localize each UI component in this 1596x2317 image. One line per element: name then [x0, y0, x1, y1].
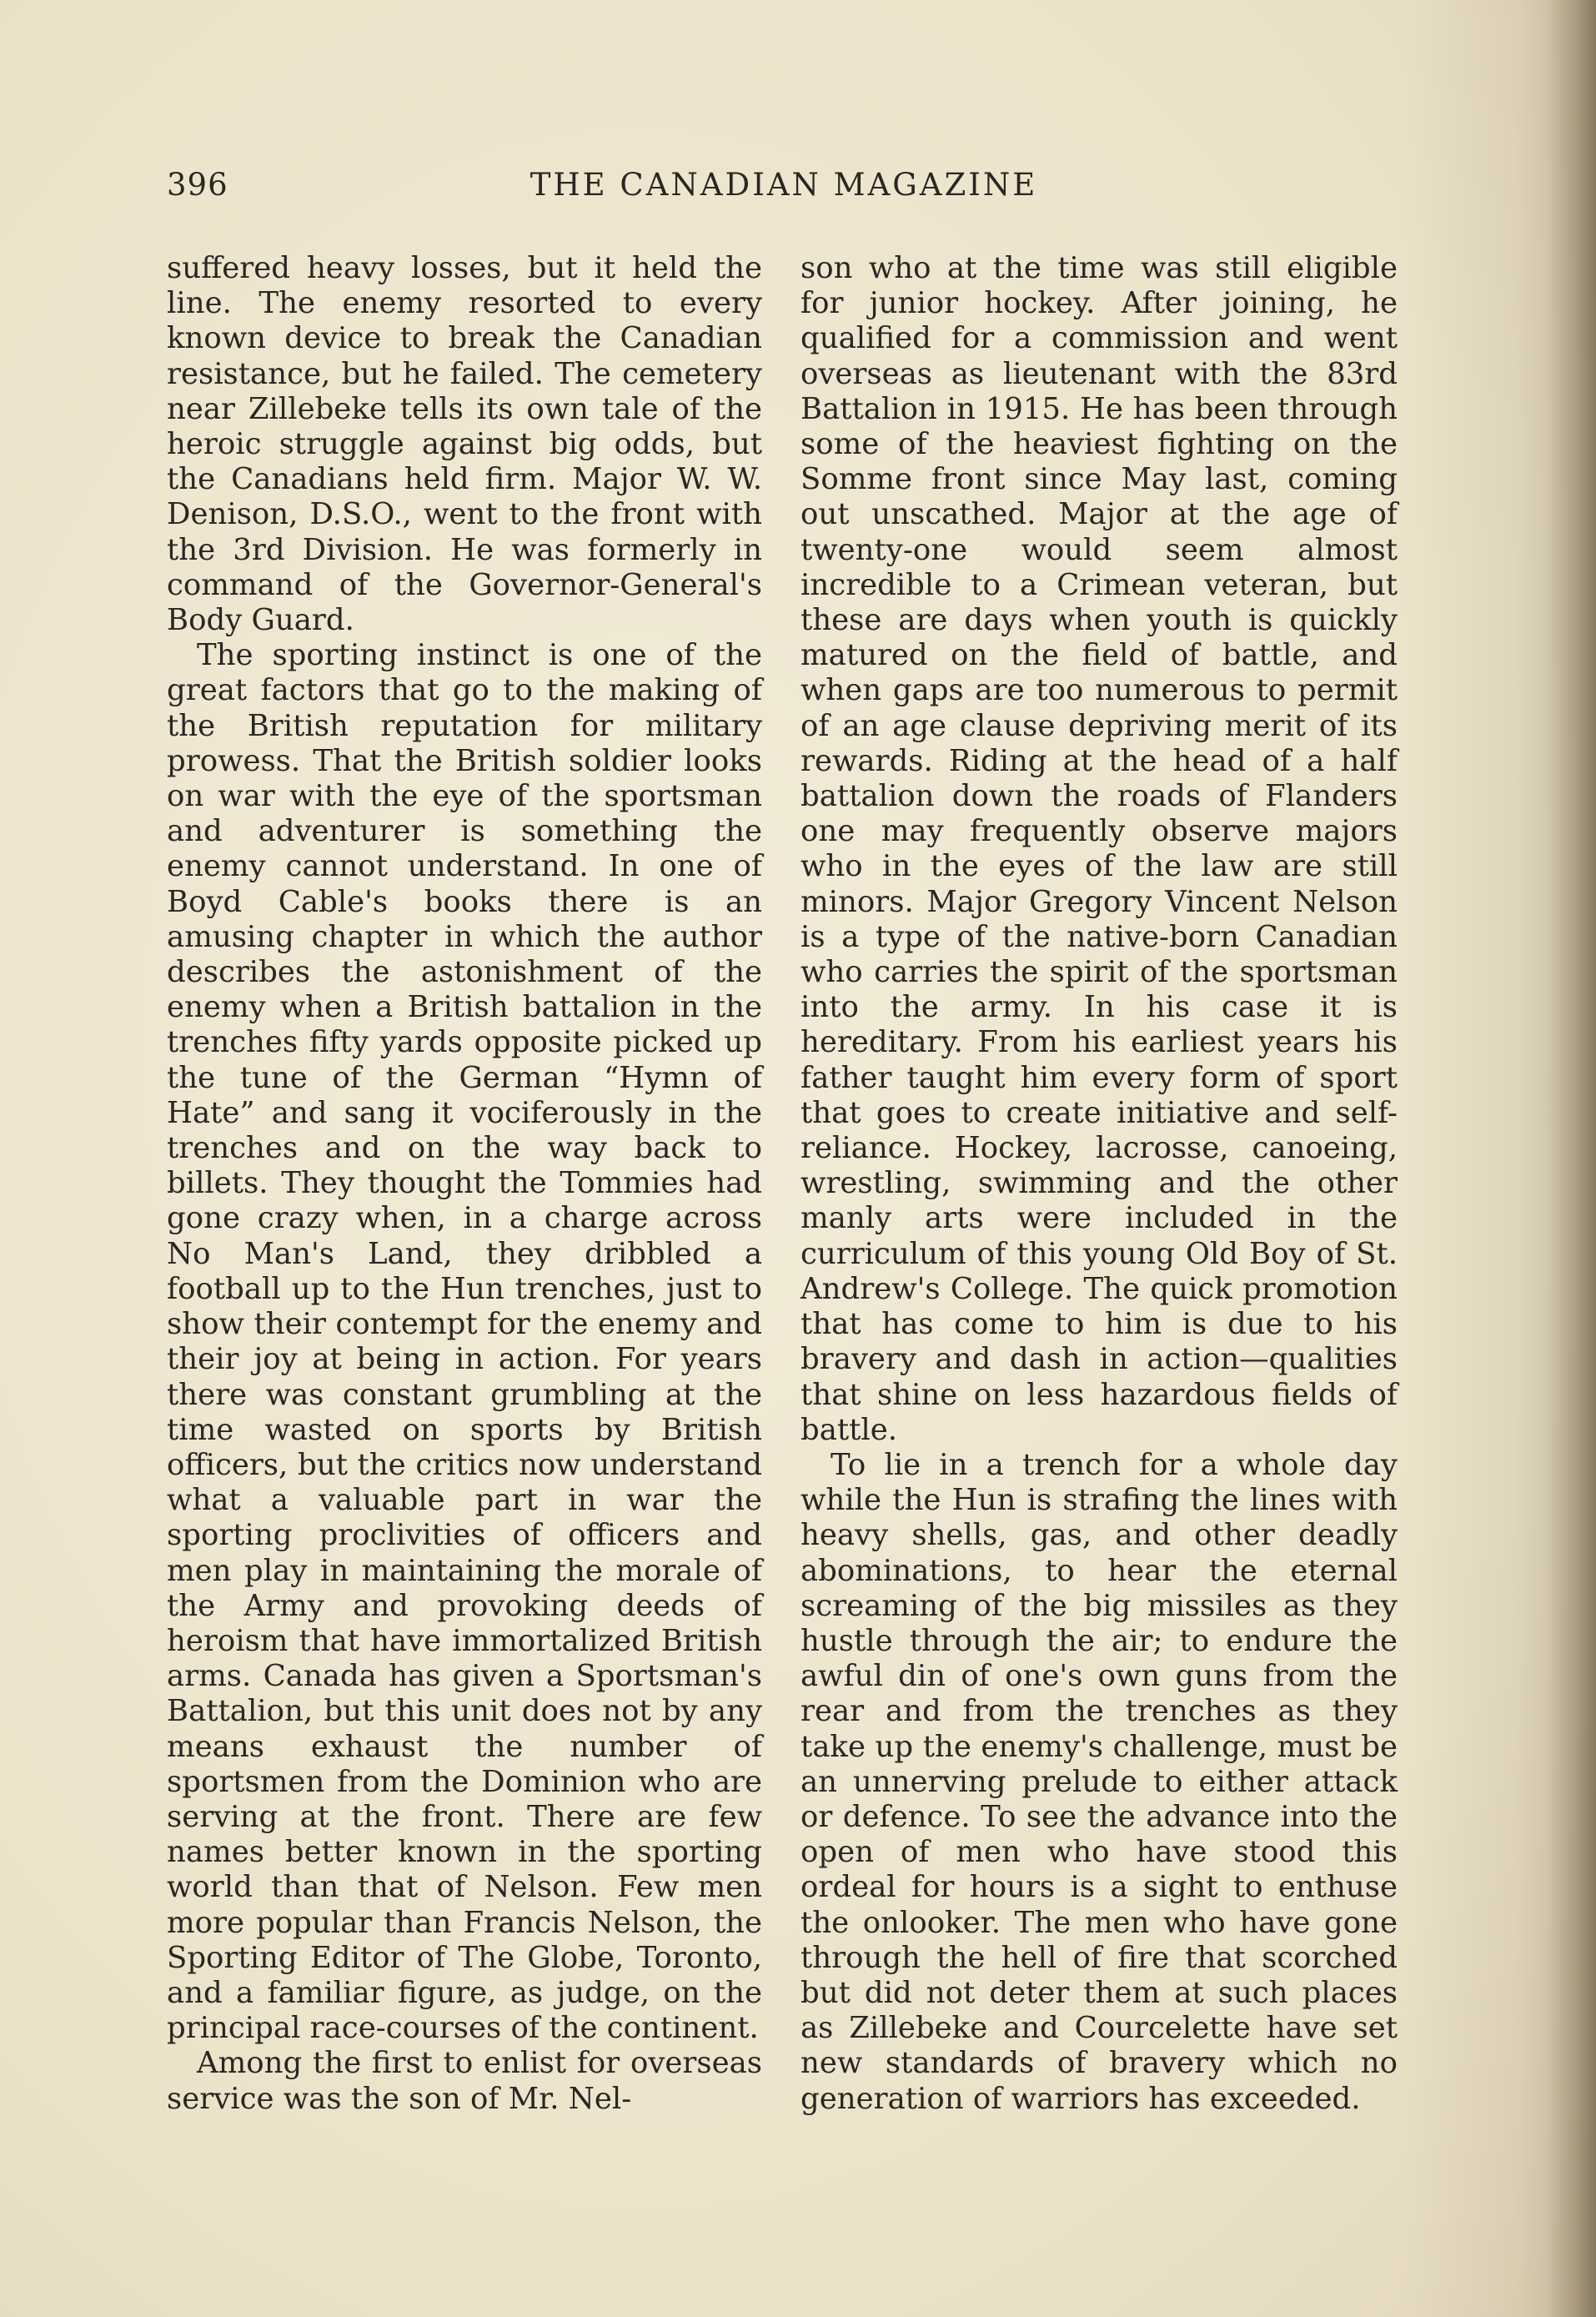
paragraph: Among the first to enlist for overseas service was the son of Mr. Nel- [167, 2046, 762, 2116]
left-column [167, 251, 762, 2117]
paragraph: The sporting instinct is one of the great factors that go to the making of the British reputation for military prowess. That the British soldier looks on war with the eye of the sportsman and adventurer is something the enemy cannot understand. In one of Boyd Cable's books there is an amusing chapter in which the author describes the astonishment of the enemy when a British battalion in the trenches fifty yards opposite picked up the tune of the German “Hymn of Hate” and sang it vociferously in the trenches and on the way back to billets. They thought the Tommies had gone crazy when, in a charge across No Man's Land, they dribbled a football up to the Hun trenches, just to show their contempt for the enemy and their joy at being in action. For years there was constant grumbling at the time wasted on sports by British officers, but the critics now understand what a valuable part in war the sporting proclivities of officers and men play in maintaining the morale of the Army and provoking deeds of heroism that have immortalized British arms. Canada has given a Sportsman's Battalion, but this unit does not by any means exhaust the number of sportsmen from the Dominion who are serving at the front. There are few names better known in the sporting world than that of Nelson. Few men more popular than Francis Nelson, the Sporting Editor of The Globe, Toronto, and a familiar figure, as judge, on the principal race-courses of the continent. [167, 638, 762, 2046]
page-edge-shadow [1546, 0, 1596, 2317]
paragraph: suffered heavy losses, but it held the line. The enemy resorted to every known device to break the Canadian resistance, but he failed. The cemetery near Zillebeke tells its own tale of the heroic struggle against big odds, but the Canadians held firm. Major W. W. Denison, D.S.O., went to the front with the 3rd Division. He was formerly in command of the Governor-General's Body Guard. [167, 251, 762, 638]
running-title: THE CANADIAN MAGAZINE [529, 167, 1038, 203]
paragraph: To lie in a trench for a whole day while the Hun is strafing the lines with heavy shells, gas, and other deadly abominations, to hear the eternal screaming of the big missiles as they hustle through the air; to endure the awful din of one's own guns from the rear and from the trenches as they take up the enemy's challenge, must be an unnerving prelude to either attack or defence. To see the advance into the open of men who have stood this ordeal for hours is a sight to enthuse the onlooker. The men who have gone through the hell of fire that scorched but did not deter them at such places as Zillebeke and Courcelette have set new standards of bravery which no generation of warriors has exceeded. [801, 1447, 1398, 2116]
paragraph: son who at the time was still eligible for junior hockey. After joining, he qualified for a commission and went overseas as lieutenant with the 83rd Battalion in 1915. He has been through some of the heaviest fighting on the Somme front since May last, coming out unscathed. Major at the age of twenty-one would seem almost incredible to a Crimean veteran, but these are days when youth is quickly matured on the field of battle, and when gaps are too numerous to permit of an age clause depriving merit of its rewards. Riding at the head of a half battalion down the roads of Flanders one may frequently observe majors who in the eyes of the law are still minors. Major Gregory Vincent Nelson is a type of the native-born Canadian who carries the spirit of the sportsman into the army. In his case it is hereditary. From his earliest years his father taught him every form of sport that goes to create initiative and self-reliance. Hockey, lacrosse, canoeing, wrestling, swimming and the other manly arts were included in the curriculum of this young Old Boy of St. Andrew's College. The quick promotion that has come to him is due to his bravery and dash in action—qualities that shine on less hazardous fields of battle. [801, 251, 1398, 1447]
page-number: 396 [167, 167, 228, 203]
right-column [801, 251, 1398, 2117]
page-header [167, 167, 1401, 217]
